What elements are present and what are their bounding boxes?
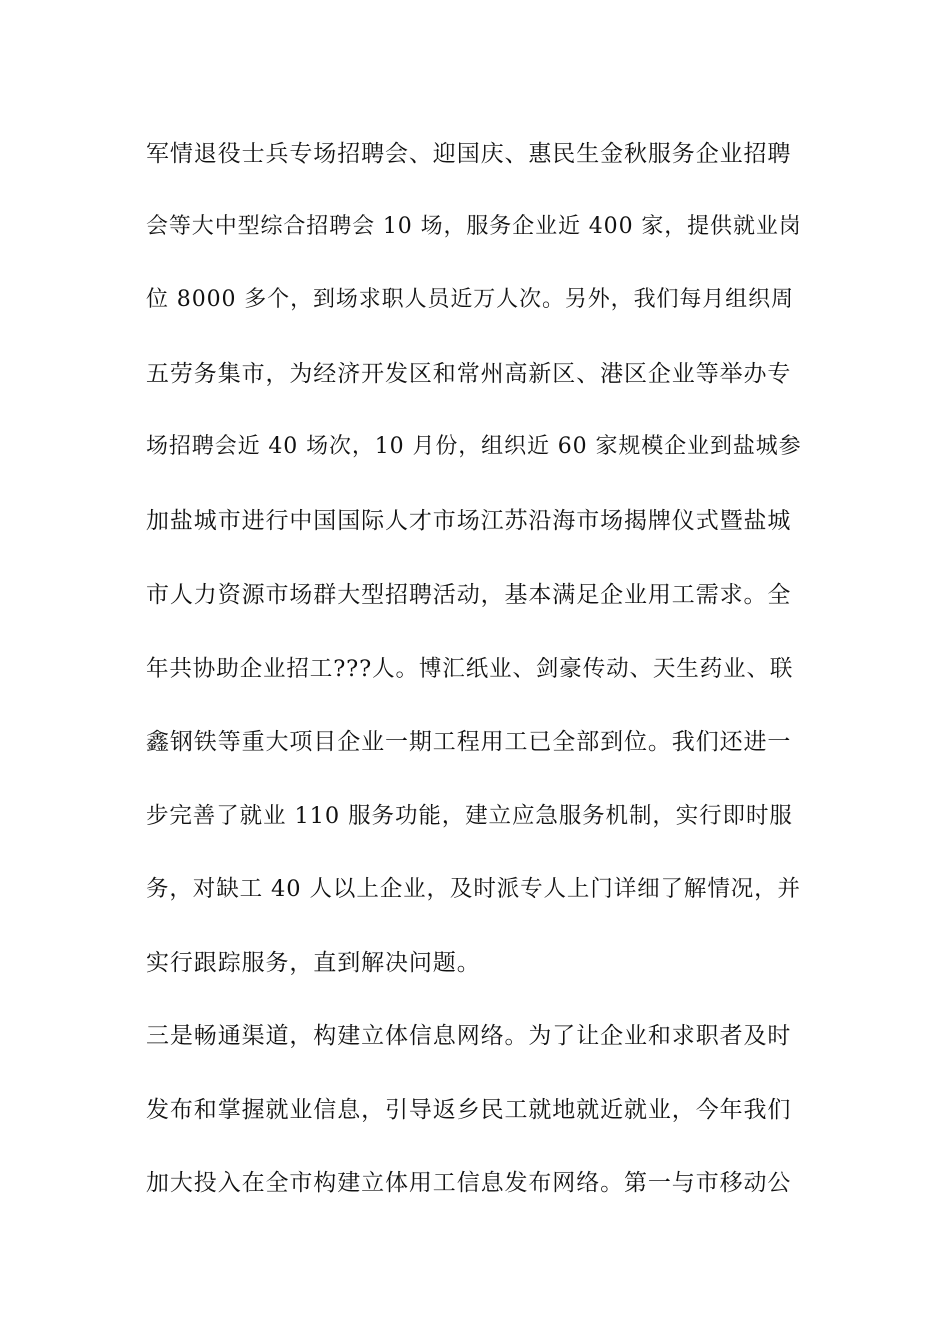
text-line-8: 年共协助企业招工???人。博汇纸业、剑豪传动、天生药业、联 — [146, 656, 794, 682]
text-line-12: 实行跟踪服务，直到解决问题。 — [146, 950, 481, 976]
text-line-13: 三是畅通渠道，构建立体信息网络。为了让企业和求职者及时 — [146, 1023, 792, 1049]
text-line-7: 市人力资源市场群大型招聘活动，基本满足企业用工需求。全 — [146, 582, 792, 608]
text-line-4: 五劳务集市，为经济开发区和常州高新区、港区企业等举办专 — [146, 361, 792, 387]
text-line-14: 发布和掌握就业信息，引导返乡民工就地就近就业，今年我们 — [146, 1097, 792, 1123]
text-line-15: 加大投入在全市构建立体用工信息发布网络。第一与市移动公 — [146, 1170, 792, 1196]
text-line-10: 步完善了就业 110 服务功能，建立应急服务机制，实行即时服 — [146, 803, 793, 829]
text-line-5: 场招聘会近 40 场次，10 月份，组织近 60 家规模企业到盐城参 — [146, 434, 802, 459]
text-line-1: 军情退役士兵专场招聘会、迎国庆、惠民生金秋服务企业招聘 — [146, 141, 792, 167]
text-line-9: 鑫钢铁等重大项目企业一期工程用工已全部到位。我们还进一 — [146, 729, 792, 755]
text-line-11: 务，对缺工 40 人以上企业，及时派专人上门详细了解情况，并 — [146, 876, 801, 902]
text-line-2: 会等大中型综合招聘会 10 场，服务企业近 400 家，提供就业岗 — [146, 214, 802, 239]
text-line-3: 位 8000 多个，到场求职人员近万人次。另外，我们每月组织周 — [146, 287, 794, 312]
text-line-6: 加盐城市进行中国国际人才市场江苏沿海市场揭牌仪式暨盐城 — [146, 508, 792, 534]
